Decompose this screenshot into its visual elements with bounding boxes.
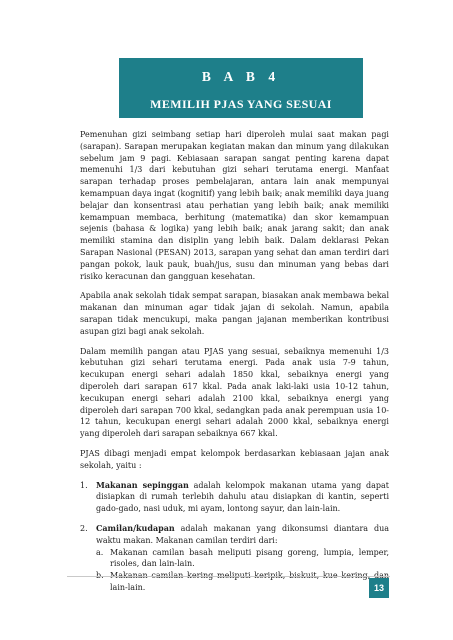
- paragraph-energi: Dalam memilih pangan atau PJAS yang sesuai, sebaiknya memenuhi 1/3 kebutuhan gizi sehari terutama energi. Pada anak usia 7-9 tahun, kecukupan energi sehari adalah 1850 kkal, sebaiknya energi yang diperoleh dari sarapan 617 kkal. Pada anak laki-laki usia 10-12 tahun, kecukupan energi sehari adalah 2100 kkal, sebaiknya energi yang diperoleh dari sarapan 700 kkal, sedangkan pada anak perempuan usia 10-12 tahun, kecukupan energi sehari adalah 2000 kkal, sebaiknya energi yang diperoleh dari sarapan sebaiknya 667 kkal.: [80, 346, 389, 439]
- sub-list-text: Makanan camilan basah meliputi pisang goreng, lumpia, lemper, risoles, dan lain-lain.: [110, 547, 389, 569]
- list-text: adalah kelompok makanan utama yang dapat disiapkan di rumah terlebih dahulu atau disiapkan di kantin, seperti gado-gado, nasi uduk, mi ayam, lontong sayur, dan lain-lain.: [96, 480, 389, 514]
- list-item: [80, 523, 389, 594]
- sub-list-text: lain-lain.: [110, 582, 146, 592]
- list-text: adalah makanan yang dikonsumsi diantara dua waktu makan. Makanan camilan terdiri dari:: [96, 523, 389, 545]
- page-body: [80, 129, 389, 602]
- paragraph-sarapan: Pemenuhan gizi seimbang setiap hari diperoleh mulai saat makan pagi (sarapan). Sarapan merupakan kegiatan makan dan minum yang dilakukan sebelum jam 9 pagi. Kebiasaan sarapan sangat penting karena dapat memenuhi 1/3 dari kebutuhan gizi sehari terutama energi. Manfaat sarapan terhadap proses pembelajaran, antara lain anak mempunyai kemampuan daya ingat (kognitif) yang lebih baik; anak memiliki daya juang belajar dan konsentrasi atau perhatian yang lebih baik; anak memiliki kemampuan membaca, berhitung (matematika) dan skor kemampuan sejenis (bahasa & logika) yang lebih baik; anak jarang sakit; dan anak memiliki stamina dan disiplin yang lebih baik. Dalam deklarasi Pekan Sarapan Nasional (PESAN) 2013, sarapan yang sehat dan aman terdiri dari pangan pokok, lauk pauk, buah/jus, susu dan minuman yang bebas dari risiko keracunan dan gangguan kesehatan.: [80, 130, 389, 281]
- sub-list-item: [96, 570, 389, 594]
- paragraph-bekal: Apabila anak sekolah tidak sempat sarapan, biasakan anak membawa bekal makanan dan minuman agar tidak jajan di sekolah. Namun, apabila sarapan tidak mencukupi, maka pangan jajanan memberikan kontribusi asupan gizi bagi anak sekolah.: [80, 291, 389, 336]
- list-item: [80, 480, 389, 515]
- list-term: Camilan/kudapan: [96, 522, 175, 533]
- sub-list: [96, 547, 389, 594]
- sub-list-letter: a.: [96, 547, 104, 557]
- chapter-number: B A B 4: [201, 69, 281, 84]
- page-number: 13: [369, 578, 389, 598]
- list-number: 1.: [80, 480, 88, 490]
- chapter-title: MEMILIH PJAS YANG SESUAI: [150, 97, 332, 111]
- chapter-header: [119, 58, 363, 118]
- sub-list-item: [96, 547, 389, 571]
- list-term: Makanan sepinggan: [96, 479, 189, 490]
- paragraph-pjas-intro: PJAS dibagi menjadi empat kelompok berdasarkan kebiasaan jajan anak sekolah, yaitu :: [80, 448, 389, 470]
- list-number: 2.: [80, 523, 88, 533]
- footer-divider: [67, 576, 390, 577]
